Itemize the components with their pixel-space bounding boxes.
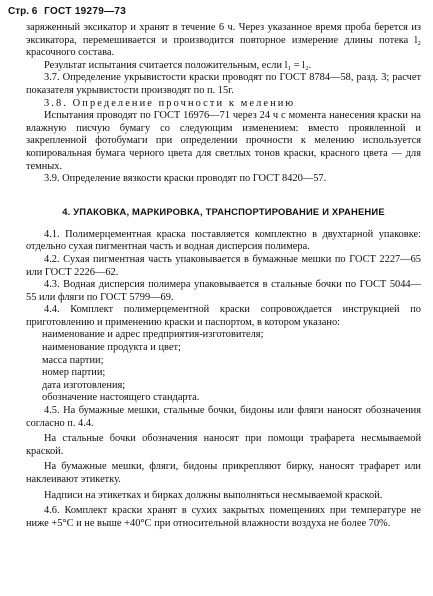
paragraph: 3.7. Определение укрывистости краски проводят по ГОСТ 8784—58, разд. 3; расчет показателя укрывистости производят по п. 15г. bbox=[26, 72, 421, 96]
paragraph: На бумажные мешки, фляги, бидоны прикрепляют бирку, наносят трафарет или наклеивают этикетку. bbox=[26, 461, 421, 485]
list-item: обозначение настоящего стандарта. bbox=[42, 392, 200, 404]
paragraph: На стальные бочки обозначения наносят при помощи трафарета несмываемой краской. bbox=[26, 433, 421, 457]
paragraph: 4.2. Сухая пигментная часть упаковывается в бумажные мешки по ГОСТ 2227—65 или ГОСТ 2226—62. bbox=[26, 253, 421, 278]
paragraph: 4.6. Комплект краски хранят в сухих закрытых помещениях при температуре не ниже +5°С и не выше +40°С при относительной влажности воздуха не более 70%. bbox=[26, 505, 421, 529]
list-item: номер партии; bbox=[42, 367, 106, 379]
paragraph: Результат испытания считается положительным, если l₁ = l₂. bbox=[44, 59, 312, 71]
paragraph: 4.5. На бумажные мешки, стальные бочки, бидоны или фляги наносят обозначения согласно п. 4.4. bbox=[26, 405, 421, 429]
paragraph: Надписи на этикетках и бирках должны выполняться несмываемой краской. bbox=[44, 489, 383, 501]
paragraph: Испытания проводят по ГОСТ 16976—71 через 24 ч с момента нанесения краски на влажную писчую бумагу со следующим изменением: вместо проявленной и закрепленной фотобумаги при определении прочности к мелению используется копировальная бумага черного цвета для светлых тонов краски, красного цвета — для темных. bbox=[26, 110, 421, 172]
section-heading: 4. УПАКОВКА, МАРКИРОВКА, ТРАНСПОРТИРОВАНИЕ И ХРАНЕНИЕ bbox=[62, 205, 385, 217]
page-number: Стр. 6 bbox=[8, 6, 38, 17]
page-body bbox=[26, 22, 421, 530]
paragraph: 4.4. Комплект полимерцементной краски сопровождается инструкцией по приготовлению и применению краски и паспортом, в котором указано: bbox=[26, 304, 421, 328]
page-header bbox=[8, 6, 425, 18]
paragraph: 4.1. Полимерцементная краска поставляется комплектно в двухтарной упаковке: отдельно сухая пигментная часть и водная дисперсия полимера. bbox=[26, 228, 421, 253]
list-item: наименование и адрес предприятия-изготовителя; bbox=[42, 329, 264, 341]
list-item: масса партии; bbox=[42, 354, 104, 366]
paragraph: заряженный эксикатор и хранят в течение 6 ч. Через указанное время проба берется из эксикатора, перемешивается и производится повторное измерение длины потека l₂ красочного состава. bbox=[26, 22, 421, 59]
list-item: наименование продукта и цвет; bbox=[42, 342, 181, 354]
paragraph: 3.9. Определение вязкости краски проводят по ГОСТ 8420—57. bbox=[44, 173, 327, 185]
list-item: дата изготовления; bbox=[42, 379, 126, 391]
clause-heading: 3.8. Определение прочности к мелению bbox=[44, 97, 296, 109]
paragraph: 4.3. Водная дисперсия полимера упаковывается в стальные бочки по ГОСТ 5044—55 или фляги по ГОСТ 5799—69. bbox=[26, 279, 421, 303]
standard-number: ГОСТ 19279—73 bbox=[44, 6, 127, 17]
